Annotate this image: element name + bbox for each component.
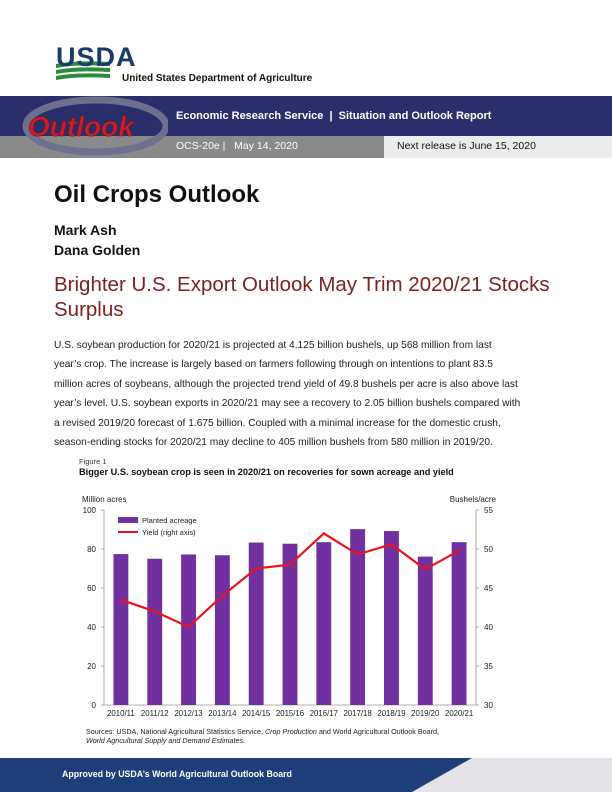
body-line: a revised 2019/20 forecast of 1.675 billion. Coupled with a minimal increase for the domestic crush,: [54, 417, 501, 429]
outlook-logo-word: Outlook: [28, 111, 134, 142]
x-tick-label: 2020/21: [444, 709, 474, 718]
right-tick-label: 40: [484, 623, 493, 632]
sources-publication-2: World Agricultural Supply and Demand Estimates.: [86, 736, 246, 745]
sources-publication-1: Crop Production: [264, 727, 317, 736]
footer-text: Approved by USDA’s World Agricultural Outlook Board: [62, 769, 292, 779]
point-yield: [356, 553, 358, 555]
bar-planted-acreage: [147, 559, 162, 705]
right-tick-label: 30: [484, 701, 493, 710]
agency-name: United States Department of Agriculture: [122, 73, 313, 84]
bar-planted-acreage: [113, 554, 128, 705]
headline: Brighter U.S. Export Outlook May Trim 2020/21 Stocks Surplus: [54, 273, 550, 321]
outlook-logo-icon: [18, 96, 168, 158]
figure-title: Bigger U.S. soybean crop is seen in 2020/21 on recoveries for sown acreage and yield: [79, 467, 454, 477]
point-yield: [187, 626, 189, 628]
bar-planted-acreage: [181, 554, 196, 705]
right-axis-label: Bushels/acre: [449, 495, 496, 504]
left-tick-label: 40: [87, 623, 96, 632]
x-tick-label: 2012/13: [174, 709, 203, 718]
right-tick-label: 35: [484, 662, 493, 671]
left-tick-label: 80: [87, 545, 96, 554]
point-yield: [154, 610, 156, 612]
right-tick-label: 45: [484, 584, 493, 593]
body-paragraph: [54, 336, 574, 452]
left-tick-label: 60: [87, 584, 96, 593]
issue-number: OCS-20e | May 14, 2020: [176, 140, 298, 152]
point-yield: [323, 532, 325, 534]
next-release: Next release is June 15, 2020: [397, 140, 536, 152]
bar-planted-acreage: [316, 542, 331, 705]
right-tick-label: 50: [484, 545, 493, 554]
point-yield: [221, 595, 223, 597]
point-yield: [120, 599, 122, 601]
x-tick-label: 2010/11: [107, 709, 135, 718]
point-yield: [255, 567, 257, 569]
x-tick-label: 2019/20: [411, 709, 440, 718]
legend-swatch-planted-acreage: [118, 517, 138, 523]
author-2: Dana Golden: [54, 242, 141, 258]
x-tick-label: 2015/16: [275, 709, 305, 718]
footer-corner-shape: [412, 758, 612, 792]
x-tick-label: 2011/12: [140, 709, 169, 718]
left-tick-label: 0: [91, 701, 96, 710]
left-axis-label: Million acres: [82, 495, 127, 504]
body-line: year’s crop. The increase is largely based on farmers following through on intentions to plant 83.5: [54, 359, 493, 371]
figure-label: Figure 1: [79, 457, 107, 466]
legend-label-yield: Yield (right axis): [142, 528, 196, 537]
point-yield: [289, 563, 291, 565]
banner-title: Economic Research Service | Situation and Outlook Report: [176, 110, 492, 122]
x-tick-label: 2018/19: [377, 709, 406, 718]
body-line: season-ending stocks for 2020/21 may decline to 405 million bushels from 580 million in 2019/20.: [54, 437, 493, 449]
author-1: Mark Ash: [54, 222, 117, 238]
x-tick-label: 2017/18: [343, 709, 372, 718]
x-tick-label: 2016/17: [309, 709, 338, 718]
report-title: Oil Crops Outlook: [54, 181, 260, 208]
bar-planted-acreage: [384, 531, 399, 705]
bar-planted-acreage: [418, 557, 433, 705]
body-line: U.S. soybean production for 2020/21 is projected at 4.125 billion bushels, up 568 million from last: [54, 340, 492, 351]
x-tick-label: 2013/14: [208, 709, 237, 718]
point-yield: [424, 568, 426, 570]
left-tick-label: 20: [87, 662, 96, 671]
point-yield: [458, 549, 460, 551]
bar-planted-acreage: [215, 555, 230, 705]
soybean-chart: [0, 488, 612, 728]
body-line: year’s level. U.S. soybean exports in 2020/21 may see a recovery to 2.05 billion bushels compared with: [54, 398, 521, 410]
agency-abbrev: USDA: [56, 42, 137, 72]
point-yield: [390, 543, 392, 545]
sources-text: Sources: USDA, National Agricultural Statistics Service,: [86, 727, 265, 736]
figure-sources: [86, 727, 506, 745]
x-tick-label: 2014/15: [242, 709, 271, 718]
right-tick-label: 55: [484, 506, 493, 515]
bar-planted-acreage: [283, 544, 298, 705]
body-line: million acres of soybeans, although the projected trend yield of 49.8 bushels per acre is also above last: [54, 378, 518, 390]
sources-text-2: and World Agricultural Outlook Board,: [316, 727, 440, 736]
legend-label-planted-acreage: Planted acreage: [142, 516, 197, 525]
left-tick-label: 100: [82, 506, 96, 515]
bar-planted-acreage: [452, 542, 467, 705]
